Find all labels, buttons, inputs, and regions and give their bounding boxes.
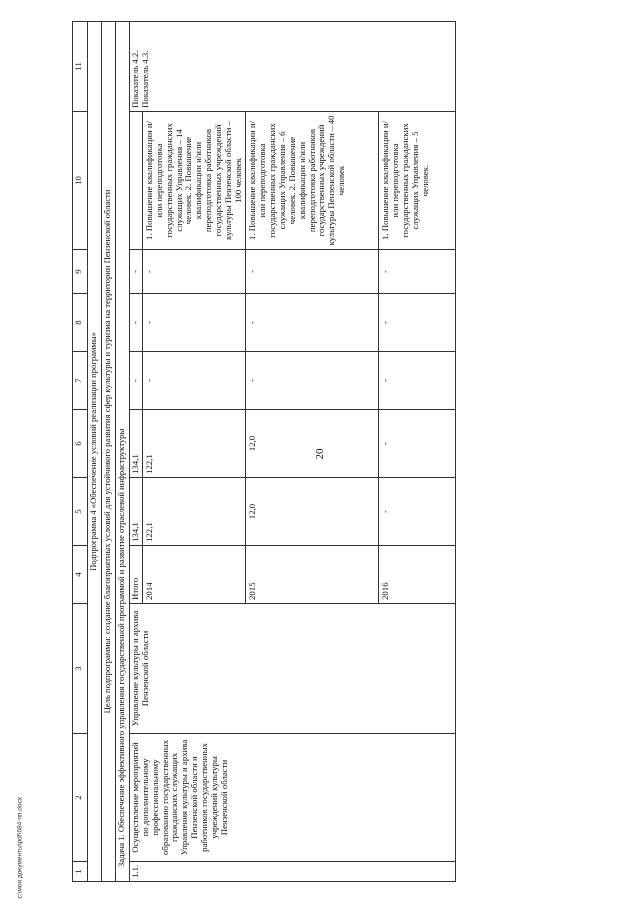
goal-text: Цель подпрограммы: создание благоприятных условий для устойчивого развития сфер культуры и туризма на территории Пензенской области: [102, 22, 116, 882]
col9-cell: -: [379, 250, 456, 294]
col7-cell: -: [130, 352, 143, 410]
col7-cell: -: [379, 352, 456, 410]
year-cell: 2014: [143, 546, 246, 604]
col8-cell: -: [143, 294, 246, 352]
indicators-cell: Показатель 4.2. Показатель 4.3.: [130, 22, 456, 112]
regional-budget-cell: 122,1: [143, 410, 246, 478]
program-table: [72, 21, 456, 882]
column-number: 9: [73, 250, 88, 294]
column-number: 11: [73, 22, 88, 112]
column-number: 6: [73, 410, 88, 478]
col9-cell: -: [246, 250, 379, 294]
result-cell: 1. Повышение квалификации и/или переподготовка государственных гражданских служащих Управления – 6 человек. 2. Повышение квалификации и/или переподготовка работников государственных учреждений культуры Пензенской области – 40 человек: [246, 112, 379, 250]
regional-budget-cell: 134,1: [130, 410, 143, 478]
column-number: 3: [73, 604, 88, 734]
column-numbers-row: [73, 22, 88, 882]
item-number: 1.1.: [130, 862, 456, 882]
result-cell: 1. Повышение квалификации и/или переподготовка государственных гражданских служащих Управления – 14 человек. 2. Повышение квалификации и/или переподготовка работников государственных учреждений культуры Пензенской области – 100 человек: [143, 112, 246, 250]
col8-cell: -: [246, 294, 379, 352]
col9-cell: -: [143, 250, 246, 294]
column-number: 5: [73, 478, 88, 546]
subprogram-title: Подпрограмма 4 «Обеспечение условий реализации программы»: [88, 22, 102, 882]
col8-cell: -: [379, 294, 456, 352]
footer-file-path: c:\мои документы\pdf\684-пп.docx: [16, 797, 24, 899]
year-cell: 2015: [246, 546, 379, 604]
task-text: Задача 1. Обеспечение эффективного управления государственной программой и развитие отраслевой инфраструктуры: [116, 22, 130, 882]
regional-budget-cell: 12,0: [246, 410, 379, 478]
regional-budget-cell: -: [379, 410, 456, 478]
task-row: [116, 22, 130, 882]
goal-row: [102, 22, 116, 882]
col8-cell: -: [130, 294, 143, 352]
total-cell: 122,1: [143, 478, 246, 546]
column-number: 7: [73, 352, 88, 410]
total-cell: 134,1: [130, 478, 143, 546]
column-number: 10: [73, 112, 88, 250]
col9-cell: -: [130, 250, 143, 294]
item-executor: Управление культуры и архива Пензенской области: [130, 604, 456, 734]
column-number: 1: [73, 862, 88, 882]
column-number: 8: [73, 294, 88, 352]
rotated-document: [72, 22, 592, 882]
table-row: [130, 22, 143, 882]
subprogram-row: [88, 22, 102, 882]
col7-cell: -: [246, 352, 379, 410]
total-cell: -: [379, 478, 456, 546]
total-cell: 12,0: [246, 478, 379, 546]
page-number: 20: [314, 448, 326, 460]
year-cell: Итого: [130, 546, 143, 604]
item-name: Осуществление мероприятий по дополнительному профессиональному образованию государственных гражданских служащих Управления культуры и архива Пензенской области и работников государственных учреждений культуры Пензенской области: [130, 734, 456, 862]
column-number: 4: [73, 546, 88, 604]
result-cell: [130, 112, 143, 250]
year-cell: 2016: [379, 546, 456, 604]
result-cell: 1. Повышение квалификации и/или переподготовка государственных гражданских служащих Управления – 5 человек.: [379, 112, 456, 250]
col7-cell: -: [143, 352, 246, 410]
column-number: 2: [73, 734, 88, 862]
